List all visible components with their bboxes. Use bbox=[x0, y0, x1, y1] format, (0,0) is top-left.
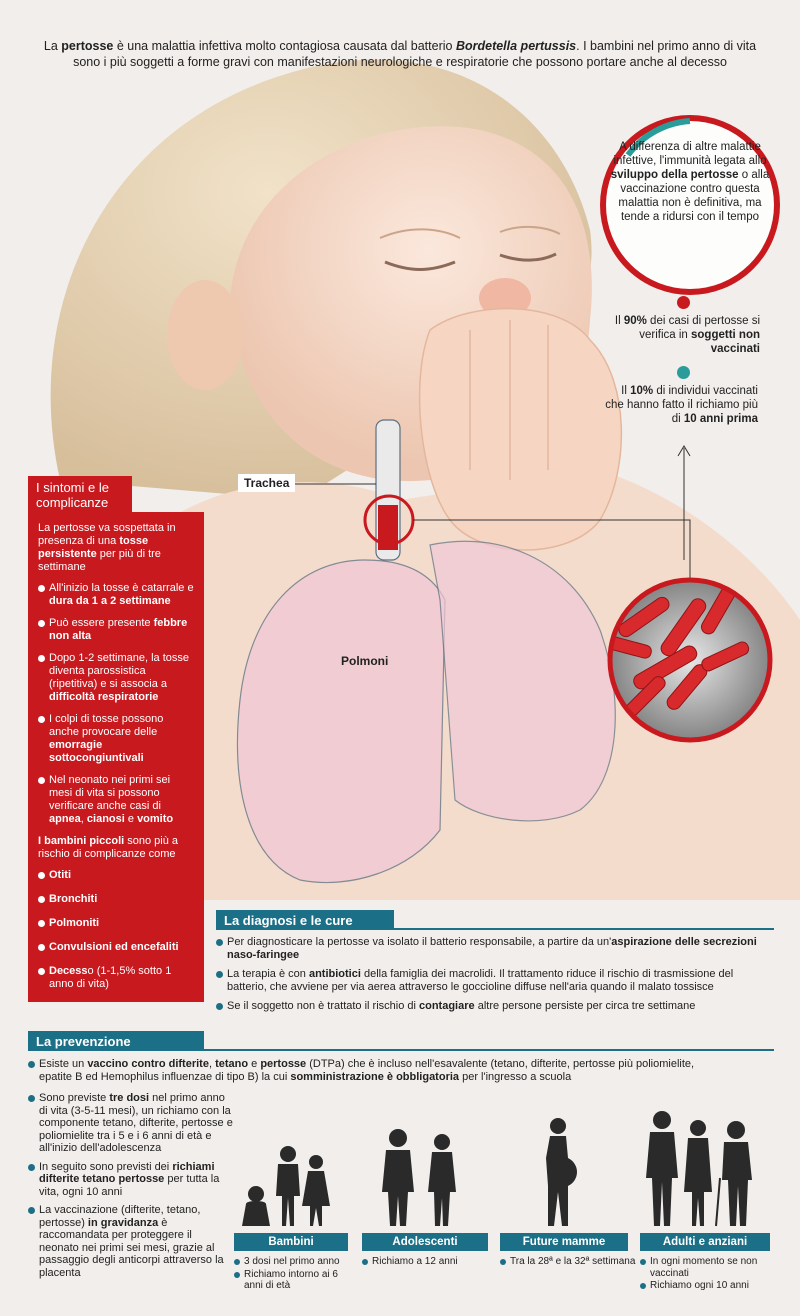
group-teens-list: Richiamo a 12 anni bbox=[362, 1256, 492, 1269]
symptom-item: I colpi di tosse possono anche provocare delle emorragie sottocongiuntivali bbox=[38, 713, 194, 765]
diagnosis-heading: La diagnosi e le cure bbox=[216, 910, 394, 930]
prevention-vaccine: Esiste un vaccino contro difterite, tetano e pertosse (DTPa) che è incluso nell'esavalente (tetano, difterite, pertosse più poliomielite, epatite B ed Hemophilus influenzae di tipo B) la cui somministrazione è obbligatoria per l'ingresso a scuola bbox=[28, 1058, 728, 1089]
prevention-boosters: In seguito sono previsti dei richiami difterite tetano pertosse per tutta la vita, ogni 10 anni bbox=[28, 1161, 233, 1199]
child-silhouette-baby bbox=[242, 1186, 270, 1226]
teen-silhouette-girl bbox=[428, 1134, 456, 1226]
complication-item: Bronchiti bbox=[38, 893, 194, 906]
adult-silhouette-man bbox=[646, 1111, 678, 1226]
red-dot-icon bbox=[677, 296, 690, 309]
diagnosis-item: Se il soggetto non è trattato il rischio di contagiare altre persone persiste per circa tre settimane bbox=[216, 1000, 776, 1013]
symptoms-intro: La pertosse va sospettata in presenza di una tosse persistente per più di tre settimane bbox=[38, 522, 176, 573]
symptom-item: Nel neonato nei primi sei mesi di vita si possono verificare anche casi di apnea, cianosi e vomito bbox=[38, 774, 194, 826]
symptoms-heading: I sintomi e le complicanze bbox=[28, 476, 132, 514]
group-adults-title: Adulti e anziani bbox=[640, 1233, 770, 1251]
risk-text: I bambini piccoli sono più a rischio di complicanze come bbox=[38, 835, 179, 860]
hands-shape bbox=[420, 309, 622, 550]
complication-item: Decesso (1-1,5% sotto 1 anno di vita) bbox=[38, 965, 194, 991]
symptom-item: All'inizio la tosse è catarrale e dura da 1 a 2 settimane bbox=[38, 582, 194, 608]
child-silhouette-girl bbox=[302, 1155, 330, 1226]
prevention-pregnancy: La vaccinazione (difterite, tetano, pertosse) in gravidanza è raccomandata per proteggere il neonato nei primi sei mesi, grazie al passaggio degli anticorpi attraverso la placenta bbox=[28, 1204, 233, 1279]
prevention-rule bbox=[204, 1049, 774, 1051]
prevention-doses: Sono previste tre dosi nel primo anno di vita (3-5-11 mesi), un richiamo con la componente tetano, difterite, pertosse e poliomielite tra i 5 e i 6 anni di età e all'inizio dell'adolescenza bbox=[28, 1092, 233, 1155]
symptoms-panel bbox=[28, 512, 204, 1002]
symptom-item: Può essere presente febbre non alta bbox=[38, 617, 194, 643]
stat-unvaccinated: Il 90% dei casi di pertosse si verifica in soggetti non vaccinati bbox=[614, 315, 760, 355]
complication-item: Otiti bbox=[38, 869, 194, 882]
elderly-silhouette bbox=[716, 1121, 752, 1226]
prevention-heading: La prevenzione bbox=[28, 1031, 204, 1051]
diagnosis-item: Per diagnosticare la pertosse va isolato il batterio responsabile, a partire da un'aspirazione delle secrezioni naso-faringee bbox=[216, 936, 776, 962]
group-teens-title: Adolescenti bbox=[362, 1233, 488, 1251]
group-adults-list: In ogni momento se non vaccinati Richiamo ogni 10 anni bbox=[640, 1256, 770, 1293]
symptom-item: Dopo 1-2 settimane, la tosse diventa parossistica (ripetitiva) e si associa a difficoltà respiratorie bbox=[38, 652, 194, 704]
adult-silhouette-woman bbox=[684, 1120, 712, 1226]
lungs-label: Polmoni bbox=[341, 654, 389, 668]
diagnosis-item: La terapia è con antibiotici della famiglia dei macrolidi. Il trattamento riduce il rischio di trasmissione del batterio, che avviene per via aerea attraverso le goccioline diffuse nell'aria quando il malato tossisce bbox=[216, 968, 776, 994]
complication-item: Convulsioni ed encefaliti bbox=[38, 941, 194, 954]
trachea-label: Trachea bbox=[238, 474, 295, 492]
diagnosis-list bbox=[216, 936, 776, 1019]
teal-dot-icon bbox=[677, 366, 690, 379]
group-children-list: 3 dosi nel primo anno Richiamo intorno ai 6 anni di età bbox=[234, 1256, 354, 1293]
group-mothers-list: Tra la 28ª e la 32ª settimana bbox=[500, 1256, 636, 1269]
diagnosis-rule bbox=[394, 928, 774, 930]
group-mothers-title: Future mamme bbox=[500, 1233, 628, 1251]
complication-item: Polmoniti bbox=[38, 917, 194, 930]
silhouettes bbox=[236, 1108, 776, 1230]
pregnant-silhouette bbox=[546, 1118, 577, 1226]
intro-text: La pertosse è una malattia infettiva molto contagiosa causata dal batterio Bordetella pertussis. I bambini nel primo anno di vita sono i più soggetti a forme gravi con manifestazioni neurologiche e respiratorie che possono portare anche al decesso bbox=[43, 39, 757, 69]
immunity-text: A differenza di altre malattie infettive, l'immunità legata allo sviluppo della pertosse o alla vaccinazione contro questa malattia non è definitiva, ma tende a ridursi con il tempo bbox=[610, 141, 770, 223]
teen-silhouette-boy bbox=[382, 1129, 414, 1226]
stat-vaccinated: Il 10% di individui vaccinati che hanno fatto il richiamo più di 10 anni prima bbox=[605, 385, 758, 425]
prevention-left-column bbox=[28, 1092, 233, 1285]
child-silhouette-boy bbox=[276, 1146, 300, 1226]
group-children-title: Bambini bbox=[234, 1233, 348, 1251]
